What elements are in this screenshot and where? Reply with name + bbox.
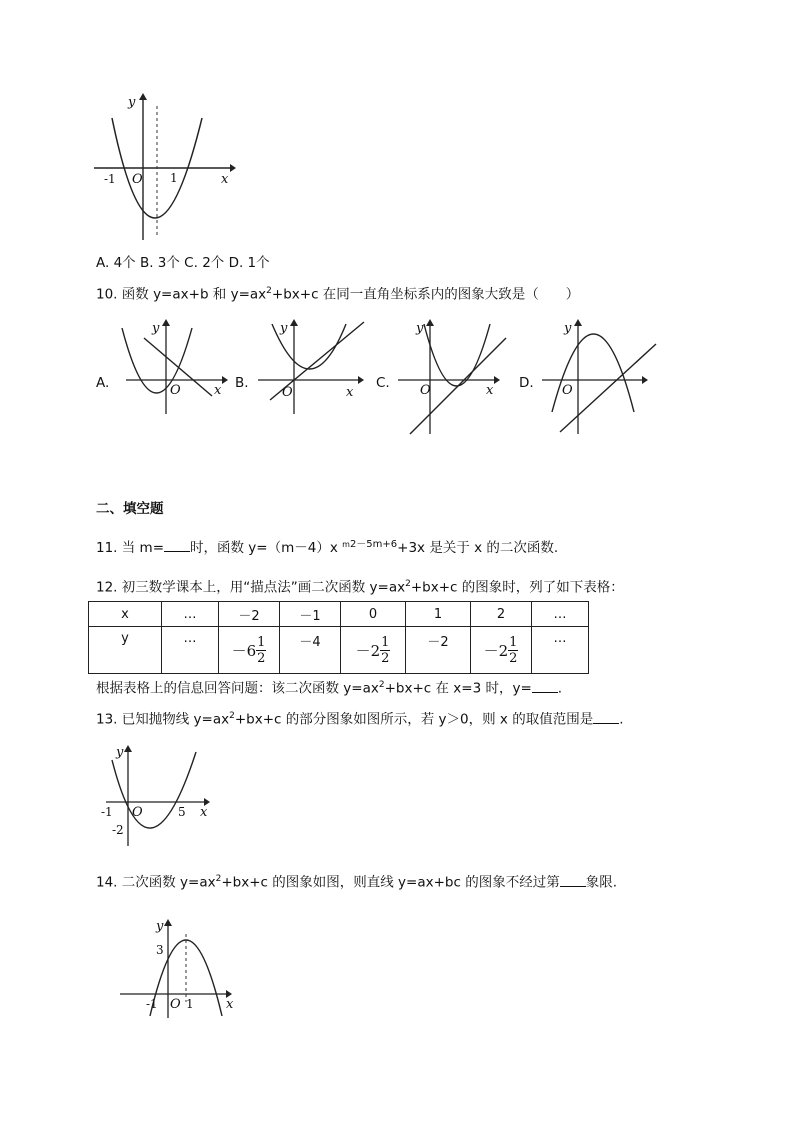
q10-option-d: D. xyxy=(519,375,534,391)
svg-text:-2: -2 xyxy=(112,823,124,837)
q10-graph-b xyxy=(254,318,372,418)
q12-answer-a: 根据表格上的信息回答问题：该二次函数 y=ax xyxy=(96,680,379,697)
q13-stem-a: 13. 已知抛物线 y=ax xyxy=(96,711,230,728)
cell: … xyxy=(162,627,219,674)
q14-sup: 2 xyxy=(215,874,222,884)
svg-text:y: y xyxy=(564,321,572,336)
q10-option-c: C. xyxy=(376,375,390,391)
cell: －2 xyxy=(219,602,280,627)
q10-graph-a xyxy=(114,318,232,418)
q13-stem xyxy=(96,707,624,729)
q10-number: 10. xyxy=(96,286,118,303)
q13-graph xyxy=(100,740,218,850)
q9-graph xyxy=(90,88,240,248)
svg-text:3: 3 xyxy=(156,943,164,957)
q11-stem xyxy=(96,537,558,559)
section-title: 二、填空题 xyxy=(96,501,164,517)
q11-text-a: 11. 当 m= xyxy=(96,540,165,556)
q12-blank xyxy=(532,678,558,693)
svg-text:O: O xyxy=(282,385,293,400)
svg-text:O: O xyxy=(562,383,573,398)
q14-blank xyxy=(560,872,586,887)
svg-text:1: 1 xyxy=(186,997,194,1011)
y-axis-arrow xyxy=(139,93,147,100)
svg-text:x: x xyxy=(226,997,234,1012)
y-header: y xyxy=(89,627,162,674)
cell: －1 xyxy=(280,602,341,627)
q13-stem-end: . xyxy=(619,711,624,728)
svg-text:x: x xyxy=(486,383,494,398)
cell: 1 xyxy=(406,602,471,627)
svg-text:y: y xyxy=(156,919,164,934)
tick-neg1: -1 xyxy=(104,172,116,186)
svg-text:-1: -1 xyxy=(146,997,158,1011)
cell: … xyxy=(162,602,219,627)
q10-graph-d xyxy=(538,318,660,438)
svg-text:x: x xyxy=(214,383,222,398)
cell: －2 xyxy=(406,627,471,674)
q11-exp-rest: 2－5m+6 xyxy=(349,539,398,550)
svg-text:y: y xyxy=(280,321,288,336)
svg-text:5: 5 xyxy=(178,805,186,819)
x-axis-arrow xyxy=(230,164,236,172)
q12-answer-end: . xyxy=(557,680,563,697)
q13-blank xyxy=(593,709,619,724)
q14-stem xyxy=(96,870,617,892)
q11-blank xyxy=(164,537,190,552)
q13-sup: 2 xyxy=(229,711,235,721)
q14-stem-end: 象限. xyxy=(585,874,617,891)
q12-stem-b: +bx+c 的图象时，列了如下表格： xyxy=(410,579,624,596)
svg-text:x: x xyxy=(346,385,354,400)
q10-graph-c xyxy=(394,318,512,438)
cell: －2 $\frac{1}{2}$ xyxy=(471,627,532,674)
q13-stem-b: +bx+c 的部分图象如图所示，若 y＞0，则 x 的取值范围是 xyxy=(234,711,594,728)
cell: 2 xyxy=(471,602,532,627)
q12-sup: 2 xyxy=(405,579,411,589)
q10-stem-a: 函数 y=ax+b 和 y=ax xyxy=(121,286,267,303)
y-label: y xyxy=(128,95,136,110)
q10-stem-b: +bx+c 在同一直角坐标系内的图象大致是（ ） xyxy=(271,286,580,303)
q11-text-b: 时，函数 y=（m－4）x xyxy=(190,540,338,556)
cell: 0 xyxy=(341,602,406,627)
q12-answer xyxy=(96,676,562,698)
svg-text:O: O xyxy=(170,383,181,398)
table-row xyxy=(89,627,589,674)
q9-options: A. 4个 B. 3个 C. 2个 D. 1个 xyxy=(96,255,270,271)
q12-answer-sup: 2 xyxy=(378,680,385,690)
table-row xyxy=(89,602,589,627)
svg-text:y: y xyxy=(152,321,160,336)
x-header: x xyxy=(89,602,162,627)
cell: … xyxy=(532,602,589,627)
tick-1: 1 xyxy=(170,171,178,185)
values-table xyxy=(88,601,589,674)
q10-option-a: A. xyxy=(96,375,110,391)
svg-text:x: x xyxy=(200,805,208,820)
x-label: x xyxy=(221,172,229,187)
q14-stem-b: +bx+c 的图象如图，则直线 y=ax+bc 的图象不经过第 xyxy=(221,874,560,891)
q10-stem xyxy=(96,282,579,304)
q11-exp-m: m xyxy=(342,540,350,549)
q12-stem-a: 12. 初三数学课本上，用“描点法”画二次函数 y=ax xyxy=(96,579,406,596)
svg-text:O: O xyxy=(420,383,431,398)
q14-stem-a: 14. 二次函数 y=ax xyxy=(96,874,216,891)
q10-sup: 2 xyxy=(266,286,272,296)
svg-text:O: O xyxy=(132,805,143,820)
q12-stem xyxy=(96,575,624,597)
cell: －2 $\frac{1}{2}$ xyxy=(341,627,406,674)
cell: －6 $\frac{1}{2}$ xyxy=(219,627,280,674)
svg-text:y: y xyxy=(116,745,124,760)
q11-text-c: +3x 是关于 x 的二次函数. xyxy=(397,540,559,556)
cell: －4 xyxy=(280,627,341,674)
svg-text:y: y xyxy=(416,321,424,336)
origin-label: O xyxy=(132,172,143,187)
q14-graph xyxy=(116,916,238,1022)
svg-text:-1: -1 xyxy=(101,805,113,819)
q10-option-b: B. xyxy=(235,375,249,391)
cell: … xyxy=(532,627,589,674)
svg-text:O: O xyxy=(170,997,181,1012)
q12-answer-b: +bx+c 在 x=3 时，y= xyxy=(384,680,532,697)
